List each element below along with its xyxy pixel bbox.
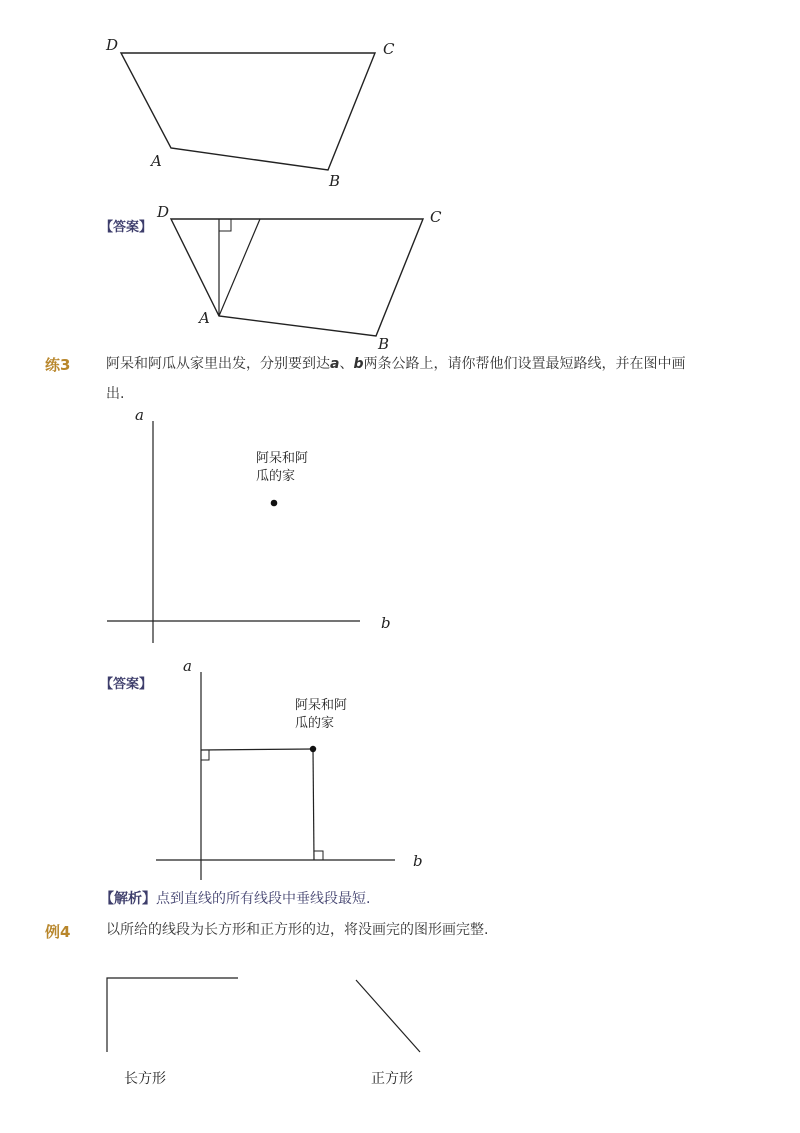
answer-home-label-line2: 瓜的家 (295, 716, 335, 731)
vertex-label-d: D (106, 36, 119, 54)
rectangle-caption: 长方形 (124, 1071, 166, 1087)
answer1-vertex-b: B (378, 335, 390, 353)
rectangle-partial-sides (107, 978, 238, 1052)
exercise3-text-line2: 出. (106, 386, 125, 402)
exercise3-text-part1: 阿呆和阿瓜从家里出发，分别要到达 (106, 356, 330, 372)
exercise3-road-b: b (353, 356, 364, 372)
home-label-line2: 瓜的家 (256, 469, 296, 484)
home-label-line1: 阿呆和阿 (256, 451, 309, 466)
square-caption: 正方形 (371, 1071, 413, 1087)
road-b-label: b (381, 614, 391, 632)
exercise3-number: 练3 (45, 356, 71, 374)
answer-road-b-label: b (413, 852, 423, 870)
exercise3-text-part3: 、 (339, 356, 354, 372)
answer-home-label-line1: 阿呆和阿 (295, 698, 348, 713)
square-partial-side (356, 980, 420, 1052)
answer1-vertex-d: D (157, 203, 170, 221)
vertex-label-a: A (151, 152, 162, 170)
answer1-label: 【答案】 (100, 220, 153, 235)
exercise3-road-a: a (330, 356, 340, 372)
analysis-text: 点到直线的所有线段中垂线段最短. (156, 891, 371, 907)
road-a-label: a (135, 406, 144, 424)
vertex-label-b: B (329, 172, 341, 190)
answer1-vertex-c: C (430, 208, 442, 226)
analysis-label: 【解析】 (100, 891, 156, 907)
exercise3-text-part5: 两条公路上，请你帮他们设置最短路线，并在图中画 (363, 356, 686, 372)
example4-question: 以所给的线段为长方形和正方形的边，将没画完的图形画完整. (106, 922, 489, 938)
example4-number: 例4 (45, 923, 71, 941)
answer-road-a-label: a (183, 657, 192, 675)
vertex-label-c: C (383, 40, 395, 58)
exercise3-answer-label: 【答案】 (100, 677, 153, 692)
answer1-vertex-a: A (199, 309, 210, 327)
